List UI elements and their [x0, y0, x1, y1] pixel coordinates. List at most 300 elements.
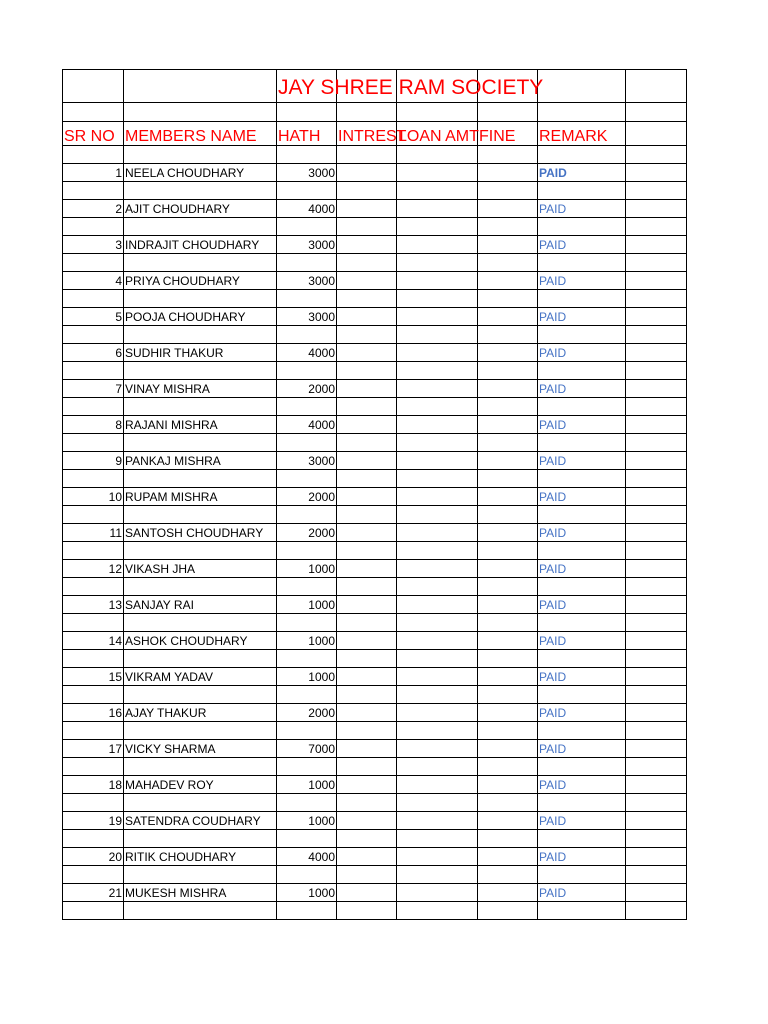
cell[interactable]	[337, 650, 397, 668]
cell[interactable]	[277, 398, 337, 416]
interest-cell[interactable]	[337, 848, 397, 866]
interest-cell[interactable]	[337, 812, 397, 830]
cell[interactable]	[63, 146, 124, 164]
interest-cell[interactable]	[337, 596, 397, 614]
fine-cell[interactable]	[478, 776, 538, 794]
cell[interactable]	[337, 290, 397, 308]
loan-amt-cell[interactable]	[397, 344, 478, 362]
cell[interactable]	[63, 398, 124, 416]
interest-cell[interactable]	[337, 200, 397, 218]
sr-no-cell[interactable]: 2	[63, 200, 124, 218]
interest-cell[interactable]	[337, 164, 397, 182]
cell[interactable]	[626, 830, 687, 848]
sr-no-cell[interactable]: 15	[63, 668, 124, 686]
loan-amt-cell[interactable]	[397, 416, 478, 434]
sr-no-cell[interactable]: 5	[63, 308, 124, 326]
fine-cell[interactable]	[478, 272, 538, 290]
member-name-cell[interactable]: SANTOSH CHOUDHARY	[124, 524, 277, 542]
sr-no-cell[interactable]: 8	[63, 416, 124, 434]
loan-amt-cell[interactable]	[397, 488, 478, 506]
header-fine[interactable]: FINE	[478, 122, 538, 146]
cell[interactable]	[626, 488, 687, 506]
cell[interactable]	[124, 686, 277, 704]
cell[interactable]	[538, 290, 626, 308]
member-name-cell[interactable]: MUKESH MISHRA	[124, 884, 277, 902]
cell[interactable]	[63, 70, 124, 103]
cell[interactable]	[626, 398, 687, 416]
cell[interactable]	[63, 794, 124, 812]
loan-amt-cell[interactable]	[397, 164, 478, 182]
hath-cell[interactable]: 2000	[277, 488, 337, 506]
cell[interactable]	[63, 218, 124, 236]
cell[interactable]	[626, 596, 687, 614]
cell[interactable]	[626, 362, 687, 380]
sheet-title-cell[interactable]	[277, 70, 544, 103]
interest-cell[interactable]	[337, 344, 397, 362]
cell[interactable]	[124, 398, 277, 416]
header-remark[interactable]: REMARK	[538, 122, 626, 146]
sr-no-cell[interactable]: 17	[63, 740, 124, 758]
fine-cell[interactable]	[478, 416, 538, 434]
cell[interactable]	[538, 794, 626, 812]
member-name-cell[interactable]: INDRAJIT CHOUDHARY	[124, 236, 277, 254]
fine-cell[interactable]	[478, 488, 538, 506]
cell[interactable]	[626, 290, 687, 308]
cell[interactable]	[277, 866, 337, 884]
cell[interactable]	[124, 326, 277, 344]
cell[interactable]	[124, 614, 277, 632]
remark-cell[interactable]: PAID	[538, 596, 626, 614]
cell[interactable]	[397, 218, 478, 236]
cell[interactable]	[397, 578, 478, 596]
sr-no-cell[interactable]: 13	[63, 596, 124, 614]
cell[interactable]	[538, 146, 626, 164]
cell[interactable]	[626, 326, 687, 344]
sr-no-cell[interactable]: 16	[63, 704, 124, 722]
cell[interactable]	[626, 146, 687, 164]
cell[interactable]	[538, 614, 626, 632]
member-name-cell[interactable]: SUDHIR THAKUR	[124, 344, 277, 362]
remark-cell[interactable]: PAID	[538, 308, 626, 326]
fine-cell[interactable]	[478, 380, 538, 398]
cell[interactable]	[124, 650, 277, 668]
interest-cell[interactable]	[337, 236, 397, 254]
cell[interactable]	[124, 182, 277, 200]
cell[interactable]	[626, 470, 687, 488]
cell[interactable]	[277, 326, 337, 344]
cell[interactable]	[626, 578, 687, 596]
cell[interactable]	[626, 122, 687, 146]
member-name-cell[interactable]: PANKAJ MISHRA	[124, 452, 277, 470]
cell[interactable]	[478, 722, 538, 740]
cell[interactable]	[626, 704, 687, 722]
cell[interactable]	[277, 650, 337, 668]
cell[interactable]	[397, 506, 478, 524]
sr-no-cell[interactable]: 6	[63, 344, 124, 362]
member-name-cell[interactable]: SATENDRA COUDHARY	[124, 812, 277, 830]
interest-cell[interactable]	[337, 452, 397, 470]
cell[interactable]	[478, 254, 538, 272]
loan-amt-cell[interactable]	[397, 776, 478, 794]
cell[interactable]	[337, 506, 397, 524]
remark-cell[interactable]: PAID	[538, 776, 626, 794]
cell[interactable]	[277, 902, 337, 920]
cell[interactable]	[478, 866, 538, 884]
fine-cell[interactable]	[478, 560, 538, 578]
cell[interactable]	[63, 103, 124, 122]
hath-cell[interactable]: 4000	[277, 416, 337, 434]
cell[interactable]	[397, 722, 478, 740]
interest-cell[interactable]	[337, 380, 397, 398]
fine-cell[interactable]	[478, 596, 538, 614]
loan-amt-cell[interactable]	[397, 848, 478, 866]
cell[interactable]	[538, 470, 626, 488]
cell[interactable]	[277, 722, 337, 740]
header-loan-amt[interactable]: LOAN AMT	[397, 122, 478, 146]
remark-cell[interactable]: PAID	[538, 668, 626, 686]
cell[interactable]	[277, 434, 337, 452]
cell[interactable]	[478, 686, 538, 704]
cell[interactable]	[277, 614, 337, 632]
cell[interactable]	[478, 398, 538, 416]
cell[interactable]	[478, 434, 538, 452]
cell[interactable]	[478, 470, 538, 488]
cell[interactable]	[478, 758, 538, 776]
remark-cell[interactable]: PAID	[538, 452, 626, 470]
cell[interactable]	[397, 470, 478, 488]
cell[interactable]	[277, 254, 337, 272]
cell[interactable]	[63, 182, 124, 200]
hath-cell[interactable]: 3000	[277, 236, 337, 254]
cell[interactable]	[538, 830, 626, 848]
cell[interactable]	[538, 70, 626, 103]
cell[interactable]	[626, 344, 687, 362]
cell[interactable]	[337, 146, 397, 164]
cell[interactable]	[626, 254, 687, 272]
interest-cell[interactable]	[337, 776, 397, 794]
cell[interactable]	[626, 758, 687, 776]
cell[interactable]	[478, 362, 538, 380]
cell[interactable]	[538, 650, 626, 668]
cell[interactable]	[124, 470, 277, 488]
loan-amt-cell[interactable]	[397, 740, 478, 758]
fine-cell[interactable]	[478, 668, 538, 686]
hath-cell[interactable]: 3000	[277, 308, 337, 326]
cell[interactable]	[478, 218, 538, 236]
member-name-cell[interactable]: MAHADEV ROY	[124, 776, 277, 794]
member-name-cell[interactable]: VIKRAM YADAV	[124, 668, 277, 686]
cell[interactable]	[63, 434, 124, 452]
cell[interactable]	[63, 614, 124, 632]
fine-cell[interactable]	[478, 164, 538, 182]
cell[interactable]	[277, 758, 337, 776]
cell[interactable]	[337, 470, 397, 488]
interest-cell[interactable]	[337, 524, 397, 542]
interest-cell[interactable]	[337, 308, 397, 326]
cell[interactable]	[397, 866, 478, 884]
loan-amt-cell[interactable]	[397, 812, 478, 830]
cell[interactable]	[277, 794, 337, 812]
fine-cell[interactable]	[478, 884, 538, 902]
cell[interactable]	[124, 70, 277, 103]
sr-no-cell[interactable]: 1	[63, 164, 124, 182]
cell[interactable]	[277, 146, 337, 164]
hath-cell[interactable]: 1000	[277, 812, 337, 830]
cell[interactable]	[478, 506, 538, 524]
cell[interactable]	[538, 578, 626, 596]
cell[interactable]	[626, 70, 687, 103]
cell[interactable]	[337, 362, 397, 380]
cell[interactable]	[397, 434, 478, 452]
cell[interactable]	[63, 758, 124, 776]
cell[interactable]	[538, 398, 626, 416]
member-name-cell[interactable]: AJAY THAKUR	[124, 704, 277, 722]
member-name-cell[interactable]: VINAY MISHRA	[124, 380, 277, 398]
cell[interactable]	[63, 506, 124, 524]
cell[interactable]	[337, 614, 397, 632]
cell[interactable]	[538, 686, 626, 704]
cell[interactable]	[397, 182, 478, 200]
cell[interactable]	[124, 866, 277, 884]
hath-cell[interactable]: 1000	[277, 596, 337, 614]
cell[interactable]	[337, 722, 397, 740]
cell[interactable]	[277, 578, 337, 596]
hath-cell[interactable]: 1000	[277, 776, 337, 794]
cell[interactable]	[337, 758, 397, 776]
cell[interactable]	[478, 542, 538, 560]
remark-cell[interactable]: PAID	[538, 272, 626, 290]
sr-no-cell[interactable]: 4	[63, 272, 124, 290]
cell[interactable]	[277, 686, 337, 704]
remark-cell[interactable]: PAID	[538, 416, 626, 434]
fine-cell[interactable]	[478, 524, 538, 542]
member-name-cell[interactable]: ASHOK CHOUDHARY	[124, 632, 277, 650]
cell[interactable]	[397, 794, 478, 812]
cell[interactable]	[124, 542, 277, 560]
header-members-name[interactable]: MEMBERS NAME	[124, 122, 277, 146]
cell[interactable]	[124, 434, 277, 452]
fine-cell[interactable]	[478, 740, 538, 758]
member-name-cell[interactable]: SANJAY RAI	[124, 596, 277, 614]
member-name-cell[interactable]: VICKY SHARMA	[124, 740, 277, 758]
cell[interactable]	[277, 103, 337, 122]
cell[interactable]	[538, 103, 626, 122]
header-interest[interactable]: INTREST	[337, 122, 397, 146]
hath-cell[interactable]: 1000	[277, 560, 337, 578]
loan-amt-cell[interactable]	[397, 704, 478, 722]
cell[interactable]	[538, 326, 626, 344]
cell[interactable]	[337, 398, 397, 416]
cell[interactable]	[626, 650, 687, 668]
remark-cell[interactable]: PAID	[538, 740, 626, 758]
loan-amt-cell[interactable]	[397, 668, 478, 686]
sr-no-cell[interactable]: 14	[63, 632, 124, 650]
cell[interactable]	[397, 146, 478, 164]
hath-cell[interactable]: 3000	[277, 164, 337, 182]
cell[interactable]	[626, 200, 687, 218]
cell[interactable]	[538, 182, 626, 200]
interest-cell[interactable]	[337, 668, 397, 686]
hath-cell[interactable]: 4000	[277, 200, 337, 218]
cell[interactable]	[63, 650, 124, 668]
fine-cell[interactable]	[478, 704, 538, 722]
loan-amt-cell[interactable]	[397, 308, 478, 326]
cell[interactable]	[397, 398, 478, 416]
loan-amt-cell[interactable]	[397, 560, 478, 578]
member-name-cell[interactable]: PRIYA CHOUDHARY	[124, 272, 277, 290]
sr-no-cell[interactable]: 10	[63, 488, 124, 506]
cell[interactable]	[626, 902, 687, 920]
cell[interactable]	[397, 686, 478, 704]
hath-cell[interactable]: 2000	[277, 524, 337, 542]
loan-amt-cell[interactable]	[397, 272, 478, 290]
cell[interactable]	[337, 434, 397, 452]
cell[interactable]	[124, 722, 277, 740]
interest-cell[interactable]	[337, 632, 397, 650]
member-name-cell[interactable]: RUPAM MISHRA	[124, 488, 277, 506]
hath-cell[interactable]: 2000	[277, 704, 337, 722]
remark-cell[interactable]: PAID	[538, 704, 626, 722]
cell[interactable]	[478, 650, 538, 668]
cell[interactable]	[626, 416, 687, 434]
cell[interactable]	[63, 722, 124, 740]
cell[interactable]	[397, 830, 478, 848]
cell[interactable]	[626, 560, 687, 578]
cell[interactable]	[626, 218, 687, 236]
cell[interactable]	[538, 254, 626, 272]
cell[interactable]	[626, 668, 687, 686]
fine-cell[interactable]	[478, 200, 538, 218]
cell[interactable]	[277, 362, 337, 380]
interest-cell[interactable]	[337, 560, 397, 578]
fine-cell[interactable]	[478, 344, 538, 362]
cell[interactable]	[124, 362, 277, 380]
cell[interactable]	[626, 812, 687, 830]
cell[interactable]	[124, 254, 277, 272]
remark-cell[interactable]: PAID	[538, 812, 626, 830]
loan-amt-cell[interactable]	[397, 596, 478, 614]
cell[interactable]	[124, 506, 277, 524]
cell[interactable]	[337, 866, 397, 884]
cell[interactable]	[538, 434, 626, 452]
cell[interactable]	[626, 308, 687, 326]
cell[interactable]	[124, 103, 277, 122]
remark-cell[interactable]: PAID	[538, 884, 626, 902]
cell[interactable]	[337, 218, 397, 236]
interest-cell[interactable]	[337, 740, 397, 758]
remark-cell[interactable]: PAID	[538, 344, 626, 362]
cell[interactable]	[478, 902, 538, 920]
cell[interactable]	[397, 254, 478, 272]
cell[interactable]	[478, 830, 538, 848]
cell[interactable]	[397, 290, 478, 308]
cell[interactable]	[124, 902, 277, 920]
cell[interactable]	[538, 542, 626, 560]
loan-amt-cell[interactable]	[397, 380, 478, 398]
remark-cell[interactable]: PAID	[538, 848, 626, 866]
cell[interactable]	[626, 506, 687, 524]
fine-cell[interactable]	[478, 452, 538, 470]
cell[interactable]	[626, 524, 687, 542]
cell[interactable]	[397, 326, 478, 344]
loan-amt-cell[interactable]	[397, 632, 478, 650]
cell[interactable]	[277, 542, 337, 560]
remark-cell[interactable]: PAID	[538, 560, 626, 578]
cell[interactable]	[478, 146, 538, 164]
interest-cell[interactable]	[337, 272, 397, 290]
cell[interactable]	[397, 614, 478, 632]
cell[interactable]	[478, 578, 538, 596]
cell[interactable]	[63, 866, 124, 884]
cell[interactable]	[337, 254, 397, 272]
remark-cell[interactable]: PAID	[538, 200, 626, 218]
cell[interactable]	[538, 758, 626, 776]
remark-cell[interactable]: PAID	[538, 488, 626, 506]
cell[interactable]	[337, 902, 397, 920]
sr-no-cell[interactable]: 11	[63, 524, 124, 542]
cell[interactable]	[478, 614, 538, 632]
loan-amt-cell[interactable]	[397, 452, 478, 470]
interest-cell[interactable]	[337, 416, 397, 434]
cell[interactable]	[337, 686, 397, 704]
sr-no-cell[interactable]: 9	[63, 452, 124, 470]
interest-cell[interactable]	[337, 704, 397, 722]
cell[interactable]	[626, 182, 687, 200]
cell[interactable]	[63, 830, 124, 848]
cell[interactable]	[337, 542, 397, 560]
cell[interactable]	[63, 254, 124, 272]
fine-cell[interactable]	[478, 632, 538, 650]
cell[interactable]	[124, 794, 277, 812]
cell[interactable]	[63, 578, 124, 596]
cell[interactable]	[337, 830, 397, 848]
remark-cell[interactable]: PAID	[538, 164, 626, 182]
cell[interactable]	[124, 758, 277, 776]
cell[interactable]	[626, 848, 687, 866]
cell[interactable]	[63, 290, 124, 308]
hath-cell[interactable]: 1000	[277, 668, 337, 686]
sr-no-cell[interactable]: 18	[63, 776, 124, 794]
interest-cell[interactable]	[337, 884, 397, 902]
cell[interactable]	[277, 182, 337, 200]
cell[interactable]	[277, 830, 337, 848]
remark-cell[interactable]: PAID	[538, 524, 626, 542]
cell[interactable]	[277, 218, 337, 236]
cell[interactable]	[478, 326, 538, 344]
cell[interactable]	[63, 326, 124, 344]
member-name-cell[interactable]: RAJANI MISHRA	[124, 416, 277, 434]
cell[interactable]	[626, 103, 687, 122]
sr-no-cell[interactable]: 7	[63, 380, 124, 398]
header-sr-no[interactable]: SR NO	[63, 122, 124, 146]
cell[interactable]	[626, 776, 687, 794]
cell[interactable]	[277, 506, 337, 524]
hath-cell[interactable]: 3000	[277, 272, 337, 290]
cell[interactable]	[538, 902, 626, 920]
cell[interactable]	[124, 830, 277, 848]
member-name-cell[interactable]: VIKASH JHA	[124, 560, 277, 578]
cell[interactable]	[538, 866, 626, 884]
cell[interactable]	[397, 362, 478, 380]
hath-cell[interactable]: 7000	[277, 740, 337, 758]
sr-no-cell[interactable]: 20	[63, 848, 124, 866]
loan-amt-cell[interactable]	[397, 884, 478, 902]
cell[interactable]	[63, 470, 124, 488]
member-name-cell[interactable]: AJIT CHOUDHARY	[124, 200, 277, 218]
cell[interactable]	[626, 164, 687, 182]
cell[interactable]	[478, 794, 538, 812]
cell[interactable]	[337, 794, 397, 812]
